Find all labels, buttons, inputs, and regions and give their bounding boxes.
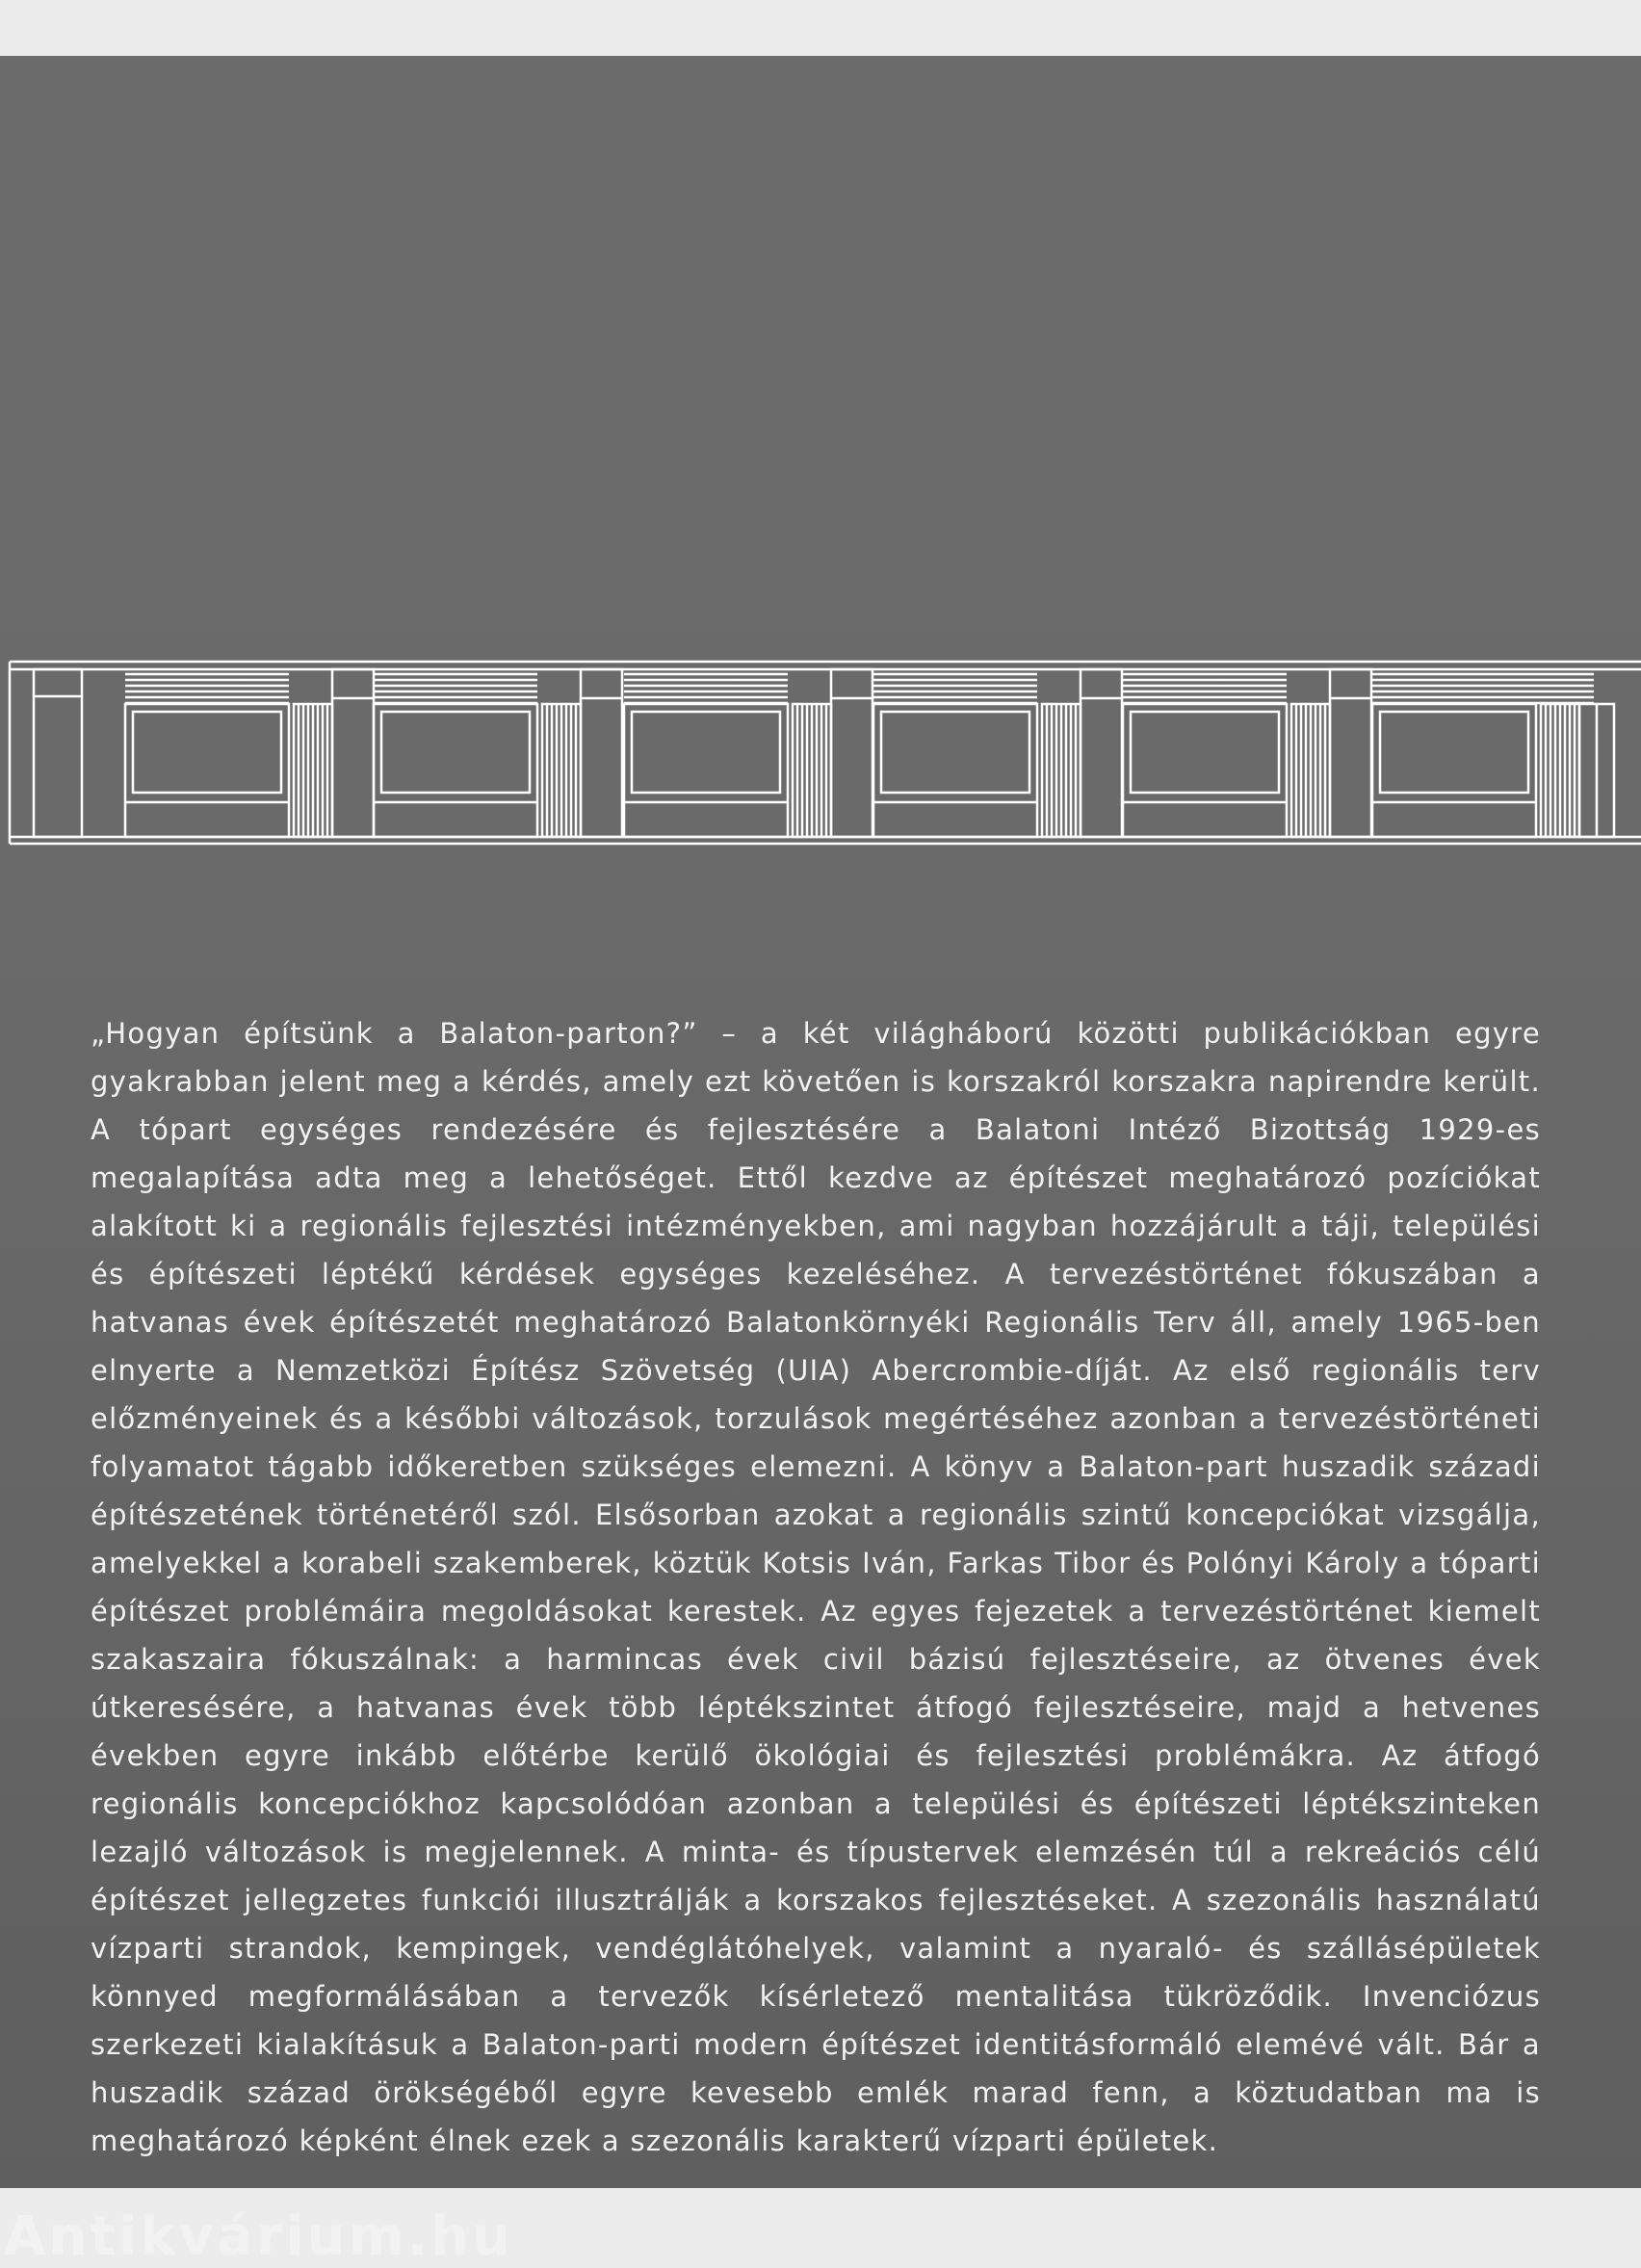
pier [332,669,374,837]
window-pane [1131,712,1279,793]
window-pane [881,712,1029,793]
window-bay [1123,704,1287,837]
window-pane [1380,712,1528,793]
window-pane [632,712,780,793]
watermark: Antikvárium.hu [4,2205,513,2268]
book-back-cover [0,56,1641,2268]
pier [831,669,873,837]
building-elevation-drawing [0,658,1641,850]
window-bay [1372,704,1536,837]
window-pane [133,712,281,793]
window-pane [381,712,530,793]
body-text: „Hogyan építsünk a Balaton-parton?” – a két világháború közötti publikációkban egyre gyakrabban jelent meg a kérdés, amely ezt követően is korszakról korszakra napirendre került. A tópart egységes rendezésére és fejlesztésére a Balatoni Intéző Bizottság 1929-es megalapítása adta meg a lehetőséget. Ettől kezdve az építészet meghatározó pozíciókat alakított ki a regionális fejlesztési intézményekben, ami nagyban hozzájárult a táji, települési és építészeti léptékű kérdések egységes kezeléséhez. A tervezéstörténet fókuszában a hatvanas évek építészetét meghatározó Balatonkörnyéki Regionális Terv áll, amely 1965-ben elnyerte a Nemzetközi Építész Szövetség (UIA) Abercrombie-díját. Az első regionális terv előzményeinek és a későbbi változások, torzulások megértéséhez azonban a tervezéstörténeti folyamatot tágabb időkeretben szükséges elemezni. A könyv a Balaton-part huszadik századi építészetének történetéről szól. Elsősorban azokat a regionális szintű koncepciókat vizsgálja, amelyekkel a korabeli szakemberek, köztük Kotsis Iván, Farkas Tibor és Polónyi Károly a tóparti építészet problémáira megoldásokat kerestek. Az egyes fejezetek a tervezéstörténet kiemelt szakaszaira fókuszálnak: a harmincas évek civil bázisú fejlesztéseire, az ötvenes évek útkeresésére, a hatvanas évek több léptékszintet átfogó fejlesztéseire, majd a hetvenes években egyre inkább előtérbe kerülő ökológiai és fejlesztési problémákra. Az átfogó regionális koncepciókhoz kapcsolódóan azonban a települési és építészeti léptékszinteken lezajló változások is megjelennek. A minta- és típustervek elemzésén túl a rekreációs célú építészet jellegzetes funkciói illusztrálják a korszakos fejlesztéseket. A szezonális használatú vízparti strandok, kempingek, vendéglátóhelyek, valamint a nyaraló- és szállásépületek könnyed megformálásában a tervezők kísérletező mentalitása tükröződik. Invenciózus szerkezeti kialakításuk a Balaton-parti modern építészet identitásformáló elemévé vált. Bár a huszadik század örökségéből egyre kevesebb emlék marad fenn, a köztudatban ma is meghatározó képként élnek ezek a szezonális karakterű vízparti épületek. [91,1017,1541,2157]
window-bay [873,704,1037,837]
window-bay [374,704,537,837]
pier [1081,669,1122,837]
pier [1330,669,1371,837]
window-bay [624,704,788,837]
window-bay [125,704,289,837]
end-bay [34,669,82,837]
pier [581,669,622,837]
